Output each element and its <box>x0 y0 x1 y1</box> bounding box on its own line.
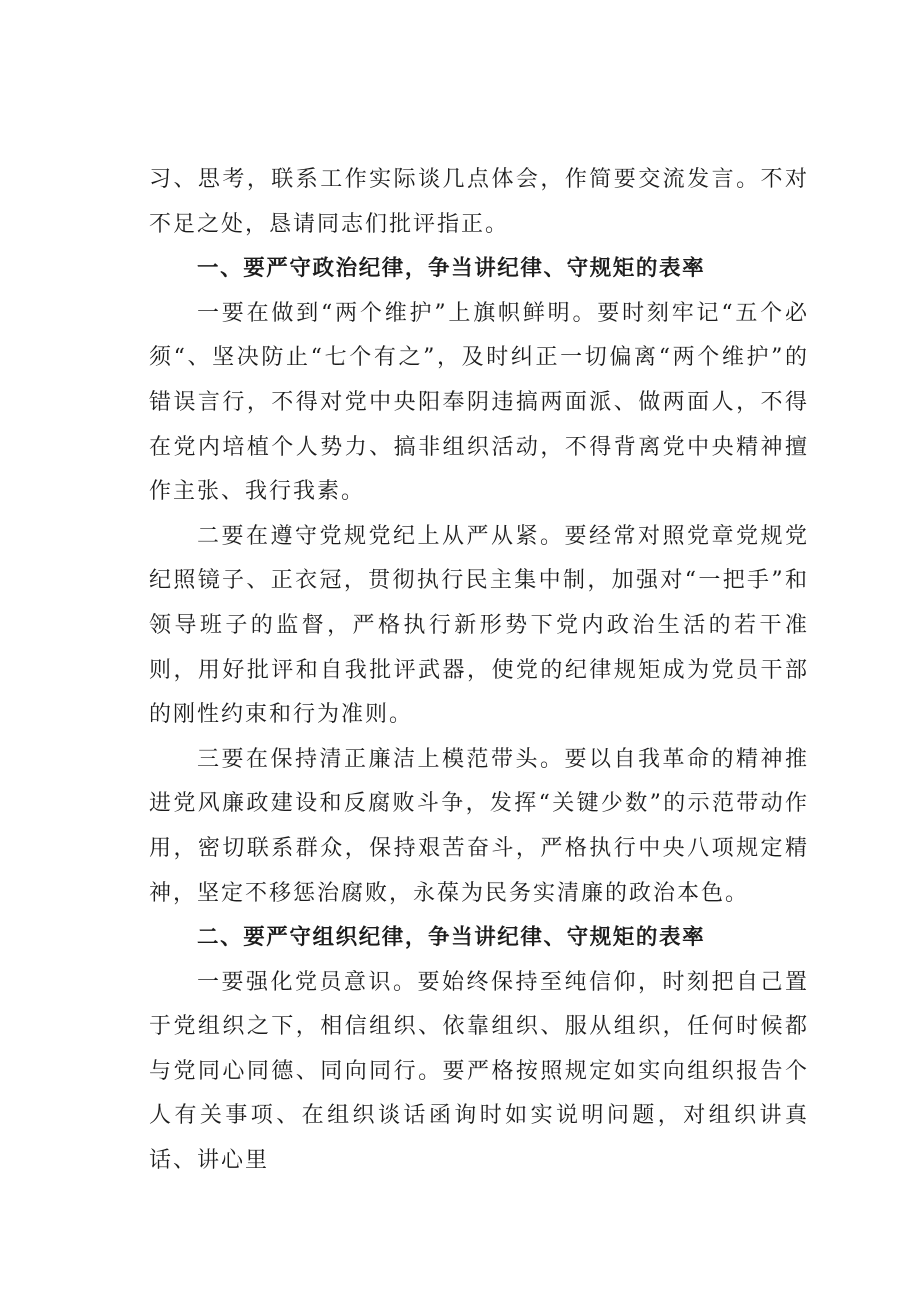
section-1-paragraph-1: 一要在做到“两个维护”上旗帜鲜明。要时刻牢记“五个必须“、坚决防止“七个有之”，及时纠正一切偏离“两个维护”的错误言行，不得对党中央阳奉阴违搞两面派、做两面人，不得在党内培植个人势力、搞非组织活动，不得背离党中央精神擅作主张、我行我素。 <box>149 300 809 505</box>
section-1-heading: 一、要严守政治纪律，争当讲纪律、守规矩的表率 <box>197 256 706 282</box>
section-1-paragraph-2: 二要在遵守党规党纪上从严从紧。要经常对照党章党规党纪照镜子、正衣冠，贯彻执行民主集中制，加强对“一把手”和领导班子的监督，严格执行新形势下党内政治生活的若干准则，用好批评和自我批评武器，使党的纪律规矩成为党员干部的刚性约束和行为准则。 <box>149 523 809 728</box>
section-1-paragraph-3: 三要在保持清正廉洁上模范带头。要以自我革命的精神推进党风廉政建设和反腐败斗争，发挥“关键少数”的示范带动作用，密切联系群众，保持艰苦奋斗，严格执行中央八项规定精神，坚定不移惩治腐败，永葆为民务实清廉的政治本色。 <box>149 746 809 906</box>
section-2-heading: 二、要严守组织纪律，争当讲纪律、守规矩的表率 <box>197 925 706 951</box>
intro-paragraph: 习、思考，联系工作实际谈几点体会，作简要交流发言。不对不足之处，恳请同志们批评指正。 <box>149 167 809 237</box>
document-body <box>149 158 809 1184</box>
section-2-paragraph-1: 一要强化党员意识。要始终保持至纯信仰，时刻把自己置于党组织之下，相信组织、依靠组织、服从组织，任何时候都与党同心同德、同向同行。要严格按照规定如实向组织报告个人有关事项、在组织谈话函询时如实说明问题，对组织讲真话、讲心里 <box>149 969 809 1174</box>
